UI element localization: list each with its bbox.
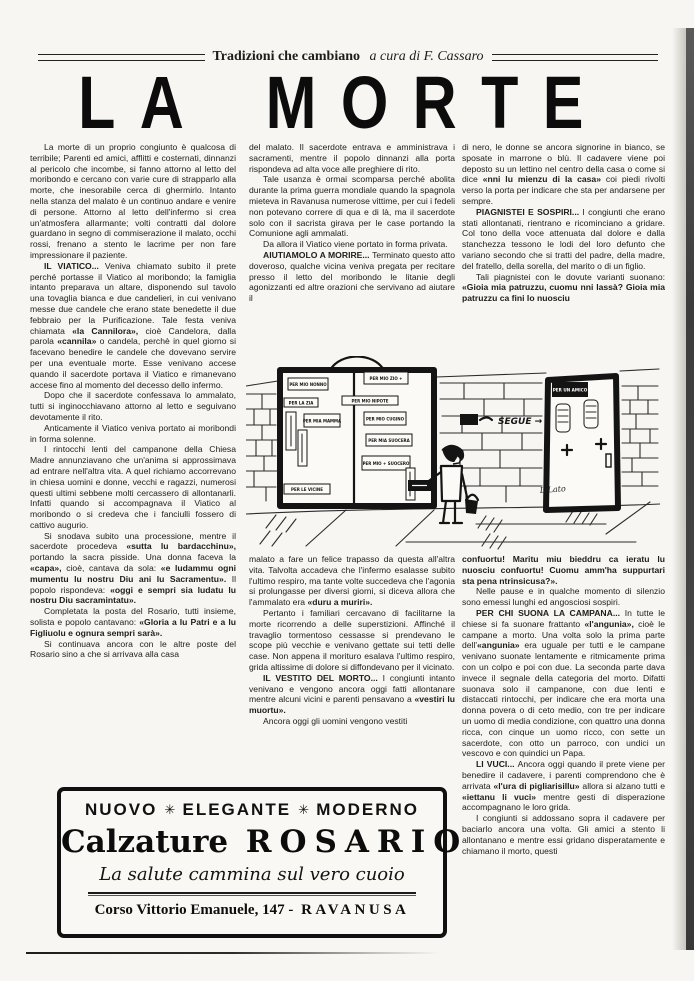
- paragraph-bold-text: LI VUCI...: [476, 759, 518, 770]
- article-paragraph: [30, 531, 236, 607]
- article-paragraph: [30, 423, 236, 445]
- ad-address: [61, 902, 443, 919]
- paragraph-bold-text: «la Cannilora»,: [72, 325, 139, 336]
- paragraph-text: Pertanto i familiari cercavano di facilitarne la morte ricorrendo a delle superstizioni. Affinché il travaglio tormentoso cessasse si prendevano le scope più vecchie e venivano gettate sui tetti delle case. Non appena il morituro esalava l'ultimo respiro, grida altissime di dolore si diffondevano per il vicinato.: [249, 607, 455, 672]
- paragraph-bold-text: IL VESTITO DEL MORTO...: [263, 672, 383, 683]
- paragraph-text: Veniva chiamato subito il prete perché portasse il Viatico al moribondo; la famiglia intanto preparava un altare, disponendo sul tavolo una tovaglia bianca e due candelieri, in cui venivano messe due candele che erano state benedette il due febbraio per la Purificazione. Tale festa veniva chiamata: [30, 260, 236, 336]
- death-notice-poster: [364, 412, 406, 425]
- poster-label: PER MIO CUGINO: [365, 416, 405, 422]
- man-body: [441, 466, 462, 501]
- brick-lines-right: [622, 386, 658, 486]
- friend-notice-label: PER UN AMICO: [552, 387, 588, 393]
- ad-brand-name: ROSARIO: [245, 824, 469, 860]
- cartoon-drawing: [246, 356, 660, 550]
- paragraph-text: Terminato questo atto doveroso, qualche vicina veniva pregata per recitare presso il letto del moribondo le litanie degli agonizzanti ed altre orazioni che servivano ad aiutare il: [249, 249, 455, 304]
- article-paragraph: [249, 142, 455, 174]
- article-paragraph: [249, 554, 455, 608]
- paragraph-text: cioè Candelora, dalla parola: [30, 325, 236, 347]
- poster-label: PER MIO NIPOTE: [351, 398, 389, 404]
- paragraph-bold-text: PIAGNISTEI E SOSPIRI...: [476, 206, 583, 217]
- page-title: LA MORTE: [78, 61, 608, 145]
- paragraph-text: cioè, cantava da sola:: [61, 563, 161, 574]
- header-rule-right: [492, 54, 659, 61]
- artist-signature: LiLato: [539, 484, 567, 495]
- article-paragraph: [462, 272, 665, 304]
- paragraph-text: La morte di un proprio congiunto è qualcosa di terribile; Parenti ed amici, afflitti e costernati, dinnanzi al pericolo che incombe, si fanno attorno al letto del moribondo e cercano con varie cure di strapparlo alla morte, che inesorabile cerca di ghermirlo. Intanto nella stanza del malato è un continuo andare e venire di persone. Attorno al letto dell'infermo si crea un'atmosfera allarmante; volti contratti dal dolore guardano in segno di commiserazione il malato, occhi rossi, frenano a stento le lacrime per non fare impressionare il paziente.: [30, 142, 236, 260]
- paragraph-text: Si continuava ancora con le altre poste del Rosario sino a che si arrivava alla casa: [30, 638, 236, 660]
- paragraph-bold-text: «nni lu mienzu di la casa»: [482, 174, 601, 185]
- death-notice-poster: [366, 434, 412, 446]
- paragraph-text: malato a fare un felice trapasso da questa all'altra vita. Talvolta accadeva che l'infermo esalasse subito l'ultimo respiro, ma tante volte succedeva che l'agonia si prolungasse per diversi giorni, si diceva allora che l'ammalato era: [249, 554, 455, 608]
- man-legs: [440, 501, 462, 523]
- article-paragraph: [30, 142, 236, 261]
- article-paragraph: [30, 639, 236, 661]
- star-icon: ✳: [298, 802, 310, 817]
- scan-edge-artifact: [686, 28, 694, 950]
- paragraph-bold-text: «l'ura di pigliarisillu»: [493, 780, 580, 791]
- paragraph-bold-text: «oggi e sempri sia ludatu lu nostru Diu sacramintatu».: [30, 584, 236, 606]
- ad-address-street: Corso Vittorio Emanuele, 147 -: [94, 902, 294, 918]
- paragraph-text: Nelle pause e in qualche momento di silenzio sono emessi lunghi ed angosciosi sospiri.: [462, 586, 665, 608]
- article-paragraph: [249, 250, 455, 304]
- article-paragraph: [249, 716, 455, 727]
- bucket-handle: [467, 495, 478, 500]
- article-paragraph: [249, 174, 455, 239]
- article-paragraph: [462, 586, 665, 608]
- article-paragraph: [462, 207, 665, 272]
- paragraph-text: era uguale per tutti e le campane venivano suonate lentamente e ritmicamente prima con un colpo e poi con due. La seconda parte dava invece il segnale della categoria del morto. Difatti suonava solo il campanone, con due lenti e distaccati rintocchi, per indicare che era morta una donna povera o di ceto medio, con tre per indicare un uomo di media condizione, con quattro una donna ricca, con cinque un uomo ricco, con sette un sacerdote, con otto un parroco, con undici un vescovo e con quindici un Papa.: [462, 640, 665, 759]
- article-paragraph: [462, 759, 665, 813]
- paragraph-text: Dopo che il sacerdote confessava lo ammalato, tutti si inginocchiavano attorno al letto e seguivano devotamente il rito.: [30, 390, 236, 422]
- paragraph-text: Tali piagnistei con le dovute varianti suonano:: [476, 271, 665, 282]
- ad-brand: [61, 824, 469, 860]
- bottom-rule: [26, 952, 440, 954]
- star-icon: ✳: [164, 802, 176, 817]
- poster-label: PER MIA MAMMA: [302, 418, 342, 424]
- article-paragraph: [462, 142, 665, 207]
- paragraph-text: I congiunti intanto venivano e vengono ancora oggi fatti allontanare mentre alcuni vicini e parenti pensavano a: [249, 672, 455, 705]
- article-paragraph: [462, 813, 665, 856]
- article-paragraph: [30, 606, 236, 638]
- article-column-3-top: [462, 142, 665, 356]
- paragraph-bold-text: «duru a muriri».: [307, 597, 373, 608]
- segue-arrow-label: SEGUE →: [498, 417, 543, 427]
- paragraph-bold-text: «vestiri lu muortu».: [249, 694, 455, 716]
- death-notice-poster: [364, 372, 408, 384]
- paragraph-text: o candela, perchè in quel giorno si facevano benedire le candele che dovevano servire per una eventuale morte. Esse venivano accese quando il sacerdote portava il Viatico e rimanevano accese fino al momento del decesso dello infermo.: [30, 336, 236, 390]
- article-column-2-top: [249, 142, 455, 356]
- article-column-2-bottom: [249, 554, 455, 788]
- cartoon-illustration: [246, 356, 660, 550]
- paragraph-text: di nero, le donne se ancora signorine in bianco, se sposate in marrone o blù. Il cadavere viene poi deposto su un lettino nel centro della casa o come si dice: [462, 142, 665, 185]
- paragraph-bold-text: «Gioia mia patruzzu, cuomu nni lassà? Gioia mia patruzzu ca fini lo nuosciu: [462, 282, 665, 304]
- paragraph-text: allora si alzano tutti e: [579, 780, 665, 791]
- paragraph-text: Ancora oggi quando il prete viene per benedire il cadavere, i parenti comprendono che è arrivata: [462, 759, 665, 791]
- paragraph-text: Tale usanza è ormai scomparsa perché abolita durante la prima guerra mondiale quando la spagnola mieteva in Ravanusa numerose vittime, per cui i fedeli non potevano correre di qua e di là, ma il sacerdote solo con il sacrista girava per le case portando la Comunione agli ammalati.: [249, 174, 455, 239]
- ad-word-elegante: ELEGANTE: [182, 800, 292, 819]
- paragraph-text: cioè le campane a morto. Una volta solo la prima parte dell': [462, 618, 665, 651]
- paragraph-bold-text: «capa»,: [30, 563, 62, 574]
- article-paragraph: [30, 444, 236, 530]
- article-paragraph: [249, 608, 455, 673]
- ad-brand-prefix: Calzature: [61, 824, 229, 860]
- death-notice-poster: [303, 414, 342, 427]
- article-paragraph: [30, 390, 236, 422]
- poster-label: PER MIA SUOCERA: [368, 438, 410, 443]
- paragraph-bold-text: «Gloria a lu Patri e a lu Figliuolu e ognura sempri sarà».: [30, 617, 236, 638]
- paragraph-text: Si snodava subito una processione, mentre il sacerdote procedeva: [30, 530, 236, 552]
- poster-label: PER LE VICINE: [291, 487, 323, 492]
- article-column-3-bottom: [462, 554, 665, 956]
- death-notice-poster: [362, 456, 410, 470]
- paragraph-bold-text: AIUTIAMOLO A MORIRE...: [263, 249, 373, 260]
- paragraph-text: del malato. Il sacerdote entrava e amministrava i sacramenti, mentre il popolo dinnanzi alla porta rispondeva ad alta voce alle preghiere di rito.: [249, 142, 455, 174]
- paragraph-text: Da allora il Viatico viene portato in forma privata.: [263, 239, 448, 250]
- paragraph-text: I rintocchi lenti del campanone della Chiesa Madre annunziavano che un'anima si approssimava ad entrare nell'altra vita. A quel richiamo accorrevano in chiesa uomini e donne, vecchi e ragazzi, numerosi questi ultimi sebbene molti cercassero di allontanarli. Infatti quando si accompagnava il Viatico al moribondo o si credeva che i fanciulli fossero di cattivo augurio.: [30, 444, 236, 530]
- paragraph-bold-text: IL VIATICO...: [44, 260, 105, 271]
- kicker-byline: a cura di F. Cassaro: [369, 49, 484, 64]
- ad-slogan: La salute cammina sul vero cuoio: [99, 864, 405, 885]
- paragraph-bold-text: PER CHI SUONA LA CAMPANA...: [476, 607, 625, 618]
- paragraph-text: Completata la posta del Rosario, tutti insieme, solista e popolo cantavano:: [30, 606, 236, 628]
- paragraph-text: Anticamente il Viatico veniva portato ai moribondi in forma solenne.: [30, 422, 236, 444]
- death-notice-poster: [284, 484, 330, 494]
- ad-divider-rule: [88, 892, 417, 896]
- paragraph-text: I congiunti si addossano sopra il cadavere per baciarlo ancora una volta. Gli amici a stento li allontanano e mentre essi gridano disperatamente e chiamano il morto, questi: [462, 813, 665, 856]
- kicker-title: Tradizioni che cambiano: [212, 49, 361, 64]
- arrow-squiggle: [480, 418, 492, 421]
- glue-bucket: [465, 499, 478, 514]
- ad-word-moderno: MODERNO: [316, 800, 419, 819]
- paragraph-bold-text: «angunia»: [477, 640, 520, 651]
- paragraph-bold-text: «l'angunia»,: [584, 618, 634, 629]
- header-rule-left: [38, 54, 205, 61]
- paragraph-bold-text: «iettanu li vuci»: [462, 791, 537, 802]
- death-notice-poster: [342, 396, 398, 405]
- article-paragraph: [30, 261, 236, 391]
- advertisement-box: [57, 787, 469, 938]
- death-notice-poster: [284, 398, 318, 407]
- paragraph-text: mentre gesti di disperazione accompagnano le loro grida.: [462, 791, 665, 813]
- article-paragraph: [249, 673, 455, 716]
- paragraph-text: portando la sacra pisside. Una donna faceva la: [30, 552, 236, 563]
- poster-label: PER MIO ZIO +: [369, 376, 403, 381]
- ad-word-nuovo: NUOVO: [85, 800, 158, 819]
- ad-tagline: [61, 800, 443, 820]
- brick-lines-left: [246, 394, 278, 501]
- poster-label: PER LA ZIA: [288, 400, 314, 406]
- paragraph-text: Il popolo rispondeva:: [30, 573, 236, 595]
- article-paragraph: [462, 608, 665, 759]
- paragraph-text: coi piedi rivolti verso la porta per indicare che sta per andarsene per sempre.: [462, 174, 665, 206]
- paragraph-bold-text: «e ludammu ogni mumentu lu nostru Diu ani lu Sacramentu».: [30, 563, 236, 584]
- paragraph-text: Ancora oggi gli uomini vengono vestiti: [263, 715, 408, 726]
- paragraph-text: In tutte le chiese si fa suonare frattanto: [462, 607, 665, 629]
- death-notice-poster: [288, 378, 328, 390]
- paragraph-bold-text: confuortu! Maritu miu bieddru ca ieratu lu nuosciu confuortu! Cuomu amm'ha suppurtari sta pena ntrinsicusa?».: [462, 554, 665, 586]
- article-column-1: [30, 142, 236, 790]
- paragraph-text: I congiunti che erano stati allontanati, rientrano e ricominciano a gridare. Col tono della voce attenuata dal dolore e dalla stanchezza tessono le lodi del loro defunto che variano secondo che si tratti del padre, della madre, del fratello, della sorella, del marito o di un figlio.: [462, 206, 665, 271]
- paragraph-bold-text: «cannila»: [57, 336, 97, 347]
- article-paragraph: [462, 554, 665, 586]
- article-paragraph: [249, 239, 455, 250]
- paragraph-bold-text: «sutta lu bardacchinu»,: [126, 541, 236, 552]
- poster-label: PER MIO NONNO: [289, 382, 327, 387]
- ad-address-city: RAVANUSA: [301, 902, 410, 918]
- poster-label: PER MIO + SUOCERO: [362, 461, 410, 466]
- arrow-block: [460, 414, 478, 425]
